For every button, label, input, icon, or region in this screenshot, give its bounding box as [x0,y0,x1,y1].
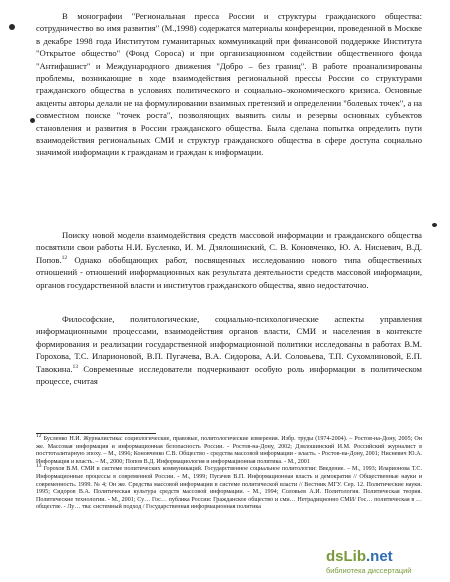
scan-speck [30,118,35,123]
paragraph-philosophical-aspects [36,313,422,387]
paragraph-new-model [36,229,422,291]
footnote-text: Горохов В.М. СМИ в системе политических коммуникаций. Государственное социальное политологии: Введение. – М., 1993; Иларионова Т.С. Информационные процессы в современной России. - М., 1999; Пугачев В.П. Информационная власть и демократия // Общественные науки и современность. 1999. № 4; Он же. Средства массовой информации в системе политической власти // Вестник МГУ. Сер. 12. Политические науки. 1995; Сидоров В.А. Политическая культура средств массовой информации. - М., 1994; Соловьев А.И. Политология. Политическая теория. Политические технологии. - М., 2001; Су… Гос… публика России: Гражданское общество и сми… Нетрадиционно СМИ/ Гос… политическая в … обществе. - Лу… тва: системный подход / Государственная информационная политика [36,466,422,511]
footnote-text: Бусленко Н.И. Журналистика: социологические, правовые, политологические измерения. Избр. труды (1974-2004). – Ростов-на-Дону, 2005; Он же. Массовая информация и информационная безопасность России. - Ростов-на-Дону, 2002; Дзялошинский И.М. Российский журналист в посттоталитарную эпоху. – М., 1996; Коновченко С.В. Общество - средства массовой информации - власть. - Ростов-на-Дону, 2001; Нисневич Ю.А. Информация и власть. – М., 2000; Попов В.Д. Информациология и информационная политика. - М., 2001 [36,436,422,465]
footnote-number: 13 [36,463,42,470]
footnote-ref: 13 [72,363,78,370]
paragraph-philosophical-continuation: Современные исследователи подчеркивают особую роль информации в политическом процессе, считая [36,363,422,387]
watermark-logo-domain: .net [366,548,393,565]
scan-speck [432,223,437,227]
watermark-logo-main: dsLib [326,548,366,565]
footnote-number: 12 [36,433,42,439]
watermark-subtitle: библиотека диссертаций [326,566,412,575]
paragraph-new-model-continuation: Однако обобщающих работ, посвященных исследованию нового типа общественных отношений - отношений информационных как результата деятельности средств массовой информации, органов государственной власти и институтов гражданского общества, явно недостаточно. [36,254,422,290]
paragraph-philosophical-text: Философские, политологические, социально-психологические аспекты управления информационными процессами, взаимодействия органов власти, СМИ и населения в контексте формирования и реализации государственной информационной политики исследованы в работах В.М. Горохова, Т.С. Иларионовой, В.П. Пугачева, В.А. Сидорова, А.И. Соловьева, Т.П. Сухомлиновой, Е.П. Тавокина. [36,314,422,374]
footnote-ref: 12 [61,254,68,261]
footnotes [36,433,422,512]
footnote-item [36,433,422,466]
watermark-logo [326,548,393,566]
scan-speck [9,24,15,30]
footnote-separator [36,433,156,434]
footnote-item [36,463,422,512]
site-watermark [326,548,444,578]
paragraph-new-model-text: Поиску новой модели взаимодействия средств массовой информации и гражданского общества посвятили свои работы Н.И. Бусленко, И. М. Дзялошинский, С. В. Коновченко, Ю. А. Нисневич, В.Д. Попов. [36,230,422,265]
paragraph-monograph: В монографии "Региональная пресса России и структуры гражданского общества: сотрудничество во имя развития" (М.,1998) содержатся материалы конференции, проведенной в Москве в декабре 1998 года Институтом гуманитарных коммуникаций при финансовой поддержке Института "Открытое общество" (Фонд Сороса) и при организационном содействии общественного фонда "Антифашист" и Международного движения "Добро – без границ". В работе проанализированы проблемы, возникающие в ходе взаимодействия региональной прессы России со структурами гражданского общества в условиях политического и социально–экономического кризиса. Основные акценты авторы делали не на формулировании взаимных претензий и определении "болевых точек", а на совместном поиске "точек роста", позволяющих выявить силы и резервы основных субъектов становления и развития в России гражданского общества. Была сделана попытка определить пути взаимодействия региональных СМИ и структур гражданского общества в сфере доступа социально значимой информации к гражданам и граждан к информации. [36,11,422,158]
